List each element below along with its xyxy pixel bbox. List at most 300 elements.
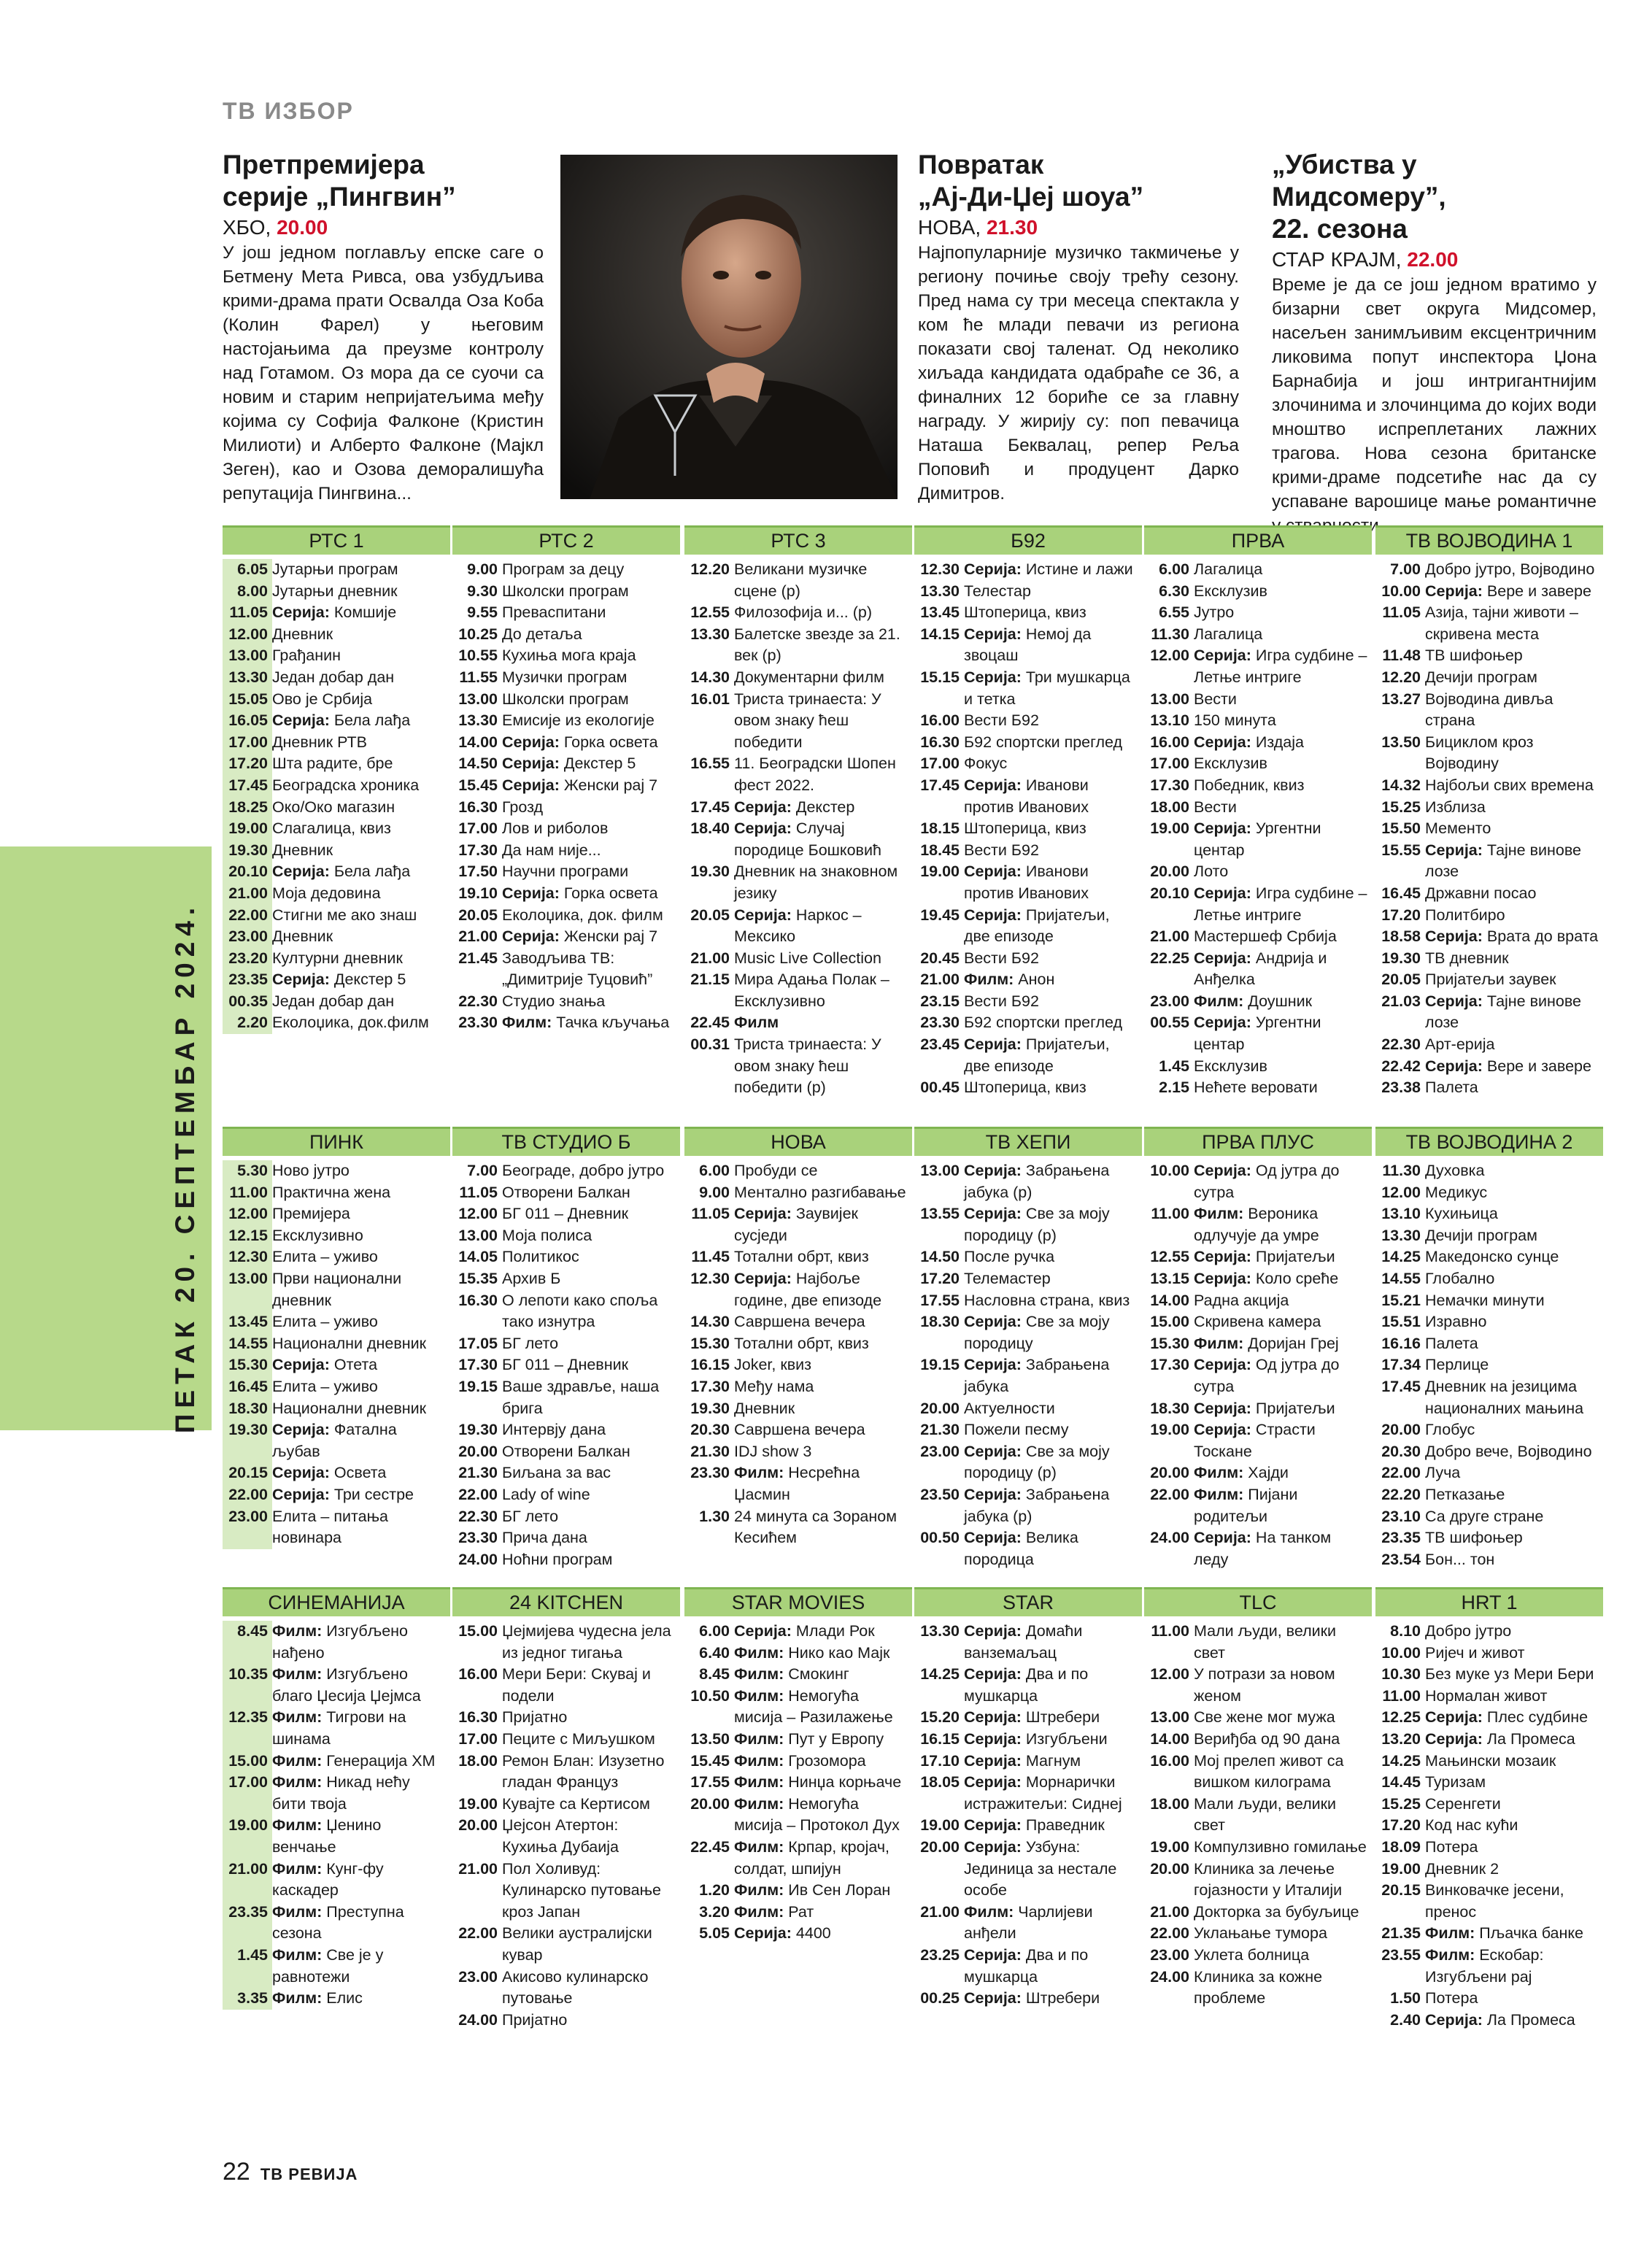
program-title: Вериђба од 90 дана [1194,1729,1340,1748]
program-time: 15.45 [690,1751,730,1770]
program-row [1375,1268,1603,1290]
program-title: Филм: Кунг-фу каскадер [272,1859,384,1899]
program-row [223,559,450,581]
program-title: Серија: Фатална љубав [272,1421,397,1460]
program-row [914,1203,1142,1246]
page-number: 22 [223,2158,250,2186]
program-row [452,1290,680,1333]
program-time: 22.00 [223,1484,272,1506]
program-title: Серија: Декстер 5 [272,971,406,989]
program-title: Серија: Игра судбине – Летње интриге [1194,647,1367,686]
program-list [684,559,912,1099]
program-time: 23.00 [1150,992,1189,1010]
program-title: Јутро [1194,603,1235,622]
program-title: Дневник 2 [1425,1859,1499,1878]
program-row [452,1923,680,1966]
program-title: Серија: Пријатељи [1194,1248,1335,1266]
program-row [684,1923,912,1945]
program-row [914,1290,1142,1312]
program-row [684,1772,912,1794]
program-time: 20.05 [458,906,498,924]
program-title: Медикус [1425,1183,1488,1201]
program-time: 20.00 [458,1816,498,1835]
program-row [684,1643,912,1665]
program-row [684,624,912,667]
program-time: 2.20 [223,1012,272,1034]
program-time: 16.45 [223,1376,272,1398]
program-time: 6.30 [1159,582,1189,600]
program-time: 20.45 [920,949,960,967]
program-title: Филм: Пијани родитељи [1194,1485,1298,1525]
program-row [684,1034,912,1099]
program-row [1144,1859,1372,1902]
program-row [1144,753,1372,775]
program-row [1375,1203,1603,1225]
program-title: Триста тринаеста: У овом знаку ћеш победити [734,690,881,751]
program-title: Великани музичке сцене (р) [734,560,868,600]
program-row [223,1354,450,1376]
program-row [914,1268,1142,1290]
program-time: 12.00 [458,1205,498,1223]
program-time: 16.30 [458,1291,498,1309]
program-time: 11.48 [1382,647,1421,665]
channel-column [914,1127,1142,1570]
program-row [1375,1225,1603,1247]
program-list [1375,1160,1603,1570]
program-row [452,602,680,624]
program-time: 13.00 [920,1162,960,1179]
program-row [914,710,1142,732]
program-row [1375,1462,1603,1484]
program-row [1144,602,1372,624]
program-row [1375,732,1603,775]
program-title: Скривена камера [1194,1313,1321,1331]
program-title: Серија: Забрањена јабука (р) [964,1485,1110,1525]
program-time: 19.00 [1150,1837,1189,1856]
program-row [452,1462,680,1484]
program-title: Ријеч и живот [1425,1643,1525,1662]
program-title: Серија: Вере и завере [1425,582,1591,600]
program-title: Око/Око магазин [272,798,395,816]
program-time: 17.30 [458,1356,498,1374]
program-row [914,861,1142,904]
channel-column [914,525,1142,1099]
program-row [452,1246,680,1268]
program-title: Серија: Три мушкарца и тетка [964,668,1130,708]
program-time: 19.15 [920,1356,960,1374]
program-row [1144,1837,1372,1859]
program-time: 15.30 [690,1334,730,1352]
program-list [914,559,1142,1099]
program-time: 18.40 [690,819,730,838]
program-title: Уклета болница [1194,1945,1310,1964]
program-title: Серија: Штребери [964,1989,1100,2007]
program-title: Серија: Све за моју породицу [964,1313,1110,1352]
program-time: 18.25 [223,797,272,819]
program-row [684,905,912,948]
program-title: Елита – уживо [272,1248,378,1266]
program-list [914,1621,1142,2010]
program-row [914,969,1142,991]
program-time: 6.00 [699,1162,730,1179]
program-time: 00.55 [1150,1014,1189,1032]
program-time: 18.00 [1150,1794,1189,1813]
program-title: Изравно [1425,1313,1487,1331]
program-title: Туризам [1425,1773,1486,1791]
program-title: Lady of wine [502,1485,590,1503]
program-row [914,1621,1142,1664]
program-title: Ексклузивно [272,1226,363,1244]
program-title: Вести Б92 [964,711,1039,730]
program-title: Македонско сунце [1425,1248,1559,1266]
program-title: Филм: Чарлијеви анђели [964,1902,1093,1943]
program-title: Серија: Најбоље године, две епизоде [734,1269,882,1309]
program-title: Ваше здравље, наша брига [502,1377,660,1417]
program-time: 22.00 [458,1485,498,1503]
program-time: 15.30 [1150,1334,1189,1352]
program-time: 19.45 [920,906,960,924]
program-time: 13.50 [690,1729,730,1748]
program-row [914,1837,1142,1902]
program-row [684,969,912,1012]
program-row [684,667,912,689]
program-row [1144,1484,1372,1527]
program-row [1144,1246,1372,1268]
program-row [1144,991,1372,1013]
program-row [684,689,912,754]
program-time: 21.00 [458,927,498,946]
program-title: Биљана за вас [502,1464,611,1482]
program-title: Слагалица, квиз [272,819,391,838]
program-title: Најбољи свих времена [1425,776,1594,794]
program-time: 15.45 [458,776,498,794]
program-title: Са друге стране [1425,1507,1544,1525]
program-title: Програм за децу [502,560,625,578]
program-time: 10.30 [1381,1665,1421,1683]
program-row [452,1621,680,1664]
program-time: 19.30 [458,1421,498,1439]
program-row [684,1182,912,1204]
program-time: 12.15 [223,1225,272,1247]
program-time: 23.00 [223,926,272,948]
program-row [684,1333,912,1355]
program-time: 13.30 [920,582,960,600]
program-row [1375,905,1603,927]
program-time: 1.45 [223,1945,272,1988]
program-row [452,1268,680,1290]
program-time: 17.50 [458,863,498,881]
program-row [452,581,680,603]
program-row [452,1729,680,1751]
program-title: Премијера [272,1205,350,1223]
program-time: 19.00 [223,818,272,840]
program-title: Филм: Ескобар: Изгубљени рај [1425,1945,1544,1986]
program-row [223,1398,450,1420]
program-title: Отворени Балкан [502,1442,630,1460]
program-title: Б92 спортски преглед [964,733,1123,751]
program-row [1144,1902,1372,1924]
program-list [1375,1621,1603,2031]
program-time: 8.45 [699,1665,730,1683]
program-title: Мали људи, велики свет [1194,1794,1337,1835]
program-row [914,753,1142,775]
program-title: Азија, тајни животи –скривена места [1425,603,1578,643]
program-row [1144,624,1372,646]
program-title: Мастершеф Србија [1194,927,1337,946]
program-time: 22.20 [1381,1485,1421,1503]
program-row [223,969,450,991]
program-row [684,797,912,819]
program-title: Серија: Све за моју породицу (р) [964,1442,1110,1482]
program-time: 14.25 [1381,1751,1421,1770]
program-title: Филозофија и... (р) [734,603,873,622]
program-time: 20.15 [223,1462,272,1484]
program-row [1375,2010,1603,2032]
program-row [1375,1333,1603,1355]
program-row [1375,1182,1603,1204]
program-time: 15.51 [1381,1313,1421,1331]
program-row [452,559,680,581]
program-title: Филм: Смокинг [734,1665,849,1683]
program-title: Национални дневник [272,1399,427,1417]
program-time: 22.00 [223,905,272,927]
program-time: 7.00 [1390,560,1421,578]
program-title: Грађанин [272,647,341,665]
program-row [223,905,450,927]
program-row [684,1160,912,1182]
program-row [452,840,680,862]
program-title: Филм: Анон [964,971,1055,989]
program-time: 12.55 [690,603,730,622]
program-time: 11.05 [1382,603,1421,622]
program-title: Серија: Пријатељи, две епизоде [964,906,1110,946]
program-time: 21.00 [920,1902,960,1921]
program-row [1375,1923,1603,1945]
program-row [684,1246,912,1268]
program-row [223,818,450,840]
program-row [684,753,912,796]
program-row [914,1398,1142,1420]
program-row [452,710,680,732]
program-row [223,1203,450,1225]
program-title: Тотални обрт, квиз [734,1334,869,1352]
program-time: 23.30 [458,1529,498,1547]
program-title: Акисово кулинарско путовање [502,1967,649,2007]
program-time: 21.00 [690,949,730,967]
program-title: Београдска хроника [272,776,420,794]
program-row [1144,1794,1372,1837]
channel-header: СИНЕМАНИЈА [223,1587,450,1616]
program-title: Филм: Крпар, кројач, солдат, шпијун [734,1837,890,1878]
program-time: 13.10 [1381,1205,1421,1223]
program-title: Глобално [1425,1269,1495,1287]
program-time: 23.00 [1150,1945,1189,1964]
program-title: Филм: Немогућа мисија – Разилажење [734,1686,893,1727]
program-title: Елита – питања новинара [272,1507,389,1547]
program-row [1375,1643,1603,1665]
story-photo [560,155,898,499]
program-title: Ноћни програм [502,1550,613,1568]
program-title: Серија: Ла Промеса [1425,2010,1575,2029]
program-title: Дневник [272,625,333,643]
program-row [1375,991,1603,1034]
program-time: 17.10 [920,1751,960,1770]
program-title: Серија: Велика породица [964,1529,1078,1568]
program-row [223,1376,450,1398]
program-row [223,883,450,905]
program-row [223,1772,450,1815]
program-row [223,689,450,711]
program-time: 15.21 [1381,1291,1421,1309]
program-time: 17.30 [1150,1356,1189,1374]
program-row [1375,1837,1603,1859]
program-title: Серија: Пријатељи, две епизоде [964,1035,1110,1075]
program-title: БГ лето [502,1334,559,1352]
program-row [684,1462,912,1505]
program-time: 24.00 [1150,1529,1189,1547]
program-time: 00.45 [920,1079,960,1097]
program-title: Луча [1425,1464,1461,1482]
program-time: 12.00 [223,1203,272,1225]
program-row [914,602,1142,624]
program-title: Немачки минути [1425,1291,1545,1309]
program-time: 14.32 [1381,776,1421,794]
program-title: Серија: Бела лађа [272,863,411,881]
program-title: Уклањање тумора [1194,1924,1327,1943]
program-row [684,1354,912,1376]
program-row [452,905,680,927]
program-row [684,1751,912,1773]
channel-column [452,525,680,1034]
program-time: 17.00 [458,819,498,838]
program-title: Заводљива ТВ: „Димитрије Туцовић” [502,949,653,989]
program-title: Филм: Грозомора [734,1751,866,1770]
program-time: 15.05 [223,689,272,711]
program-title: Потера [1425,1837,1478,1856]
program-row [452,1506,680,1528]
program-title: Б92 спортски преглед [964,1014,1123,1032]
program-title: Винковачке јесени, пренос [1425,1881,1564,1921]
program-time: 14.55 [1381,1269,1421,1287]
program-time: 13.20 [1381,1729,1421,1748]
program-row [1144,1354,1372,1397]
program-row [223,948,450,970]
program-row [914,905,1142,948]
page-footer [223,2158,358,2186]
program-title: Серија: Штребери [964,1708,1100,1727]
program-row [223,861,450,883]
program-time: 14.45 [1381,1773,1421,1791]
program-title: Филм: Изгубљено благо Џесија Џејмса [272,1665,421,1705]
program-row [914,559,1142,581]
program-row [452,689,680,711]
channel-header: ПРВА ПЛУС [1144,1127,1372,1156]
program-title: Лото [1194,863,1229,881]
program-time: 6.00 [699,1622,730,1640]
program-row [1375,1419,1603,1441]
program-time: 15.15 [920,668,960,686]
program-title: Бон... тон [1425,1550,1495,1568]
program-time: 16.45 [1381,884,1421,902]
program-title: Фокус [964,755,1008,773]
program-row [914,1419,1142,1441]
program-time: 1.50 [1390,1989,1421,2007]
program-title: Серија: Домаћи ванземаљац [964,1622,1083,1662]
program-row [914,1012,1142,1034]
story-channel-time: ХБО, 20.00 [223,216,328,239]
program-title: Филм: Доријан Греј [1194,1334,1339,1352]
program-row [223,926,450,948]
channel-column [684,1587,912,1945]
date-side-label: ПЕТАК 20. СЕПТЕМБАР 2024. [170,901,201,1434]
program-time: 5.30 [223,1160,272,1182]
program-time: 15.25 [1381,1794,1421,1813]
program-time: 8.10 [1390,1622,1421,1640]
program-time: 22.00 [1150,1485,1189,1503]
program-title: Победник, квиз [1194,776,1305,794]
program-title: Серија: Морнарички истражитељи: Сиднеј [964,1773,1122,1813]
program-row [452,1376,680,1419]
program-title: Савршена вечера [734,1421,865,1439]
program-row [452,818,680,840]
program-time: 11.00 [1382,1686,1421,1705]
program-time: 15.50 [1381,819,1421,838]
program-title: Моја полиса [502,1226,593,1244]
program-time: 15.25 [1381,798,1421,816]
program-row [452,1967,680,2010]
program-row [452,1527,680,1549]
program-title: Серија: Женски рај 7 [502,927,658,946]
program-time: 14.15 [920,625,960,643]
program-row [223,732,450,754]
program-row [684,1902,912,1924]
program-row [1144,1398,1372,1420]
program-time: 19.00 [458,1794,498,1813]
program-row [452,1225,680,1247]
program-row [223,1707,450,1750]
channel-header: ТВ ХЕПИ [914,1127,1142,1156]
program-row [452,797,680,819]
program-time: 19.00 [920,1816,960,1835]
program-time: 6.55 [1159,603,1189,622]
program-time: 24.00 [1150,1967,1189,1986]
program-time: 24.00 [458,1550,498,1568]
program-time: 22.30 [1381,1035,1421,1054]
program-title: Серија: Игра судбине – Летње интриге [1194,884,1367,924]
program-row [452,667,680,689]
channel-header: ТВ СТУДИО Б [452,1127,680,1156]
program-time: 17.20 [1381,906,1421,924]
program-title: Серија: Иванови против Иванових [964,776,1089,816]
program-row [684,1398,912,1420]
program-title: Кухињица [1425,1205,1498,1223]
program-title: Телемастер [964,1269,1051,1287]
program-time: 9.55 [467,603,498,622]
program-title: Међу нама [734,1377,814,1395]
program-row [1144,559,1372,581]
program-row [223,1012,450,1034]
program-title: Моја дедовина [272,884,381,902]
program-time: 16.15 [920,1729,960,1748]
program-row [914,732,1142,754]
program-title: Пробуди се [734,1162,818,1179]
program-title: Стигни ме ако знаш [272,906,417,924]
program-row [452,1484,680,1506]
program-row [1144,1664,1372,1707]
program-row [684,1419,912,1441]
program-time: 14.25 [920,1665,960,1683]
program-row [1144,710,1372,732]
